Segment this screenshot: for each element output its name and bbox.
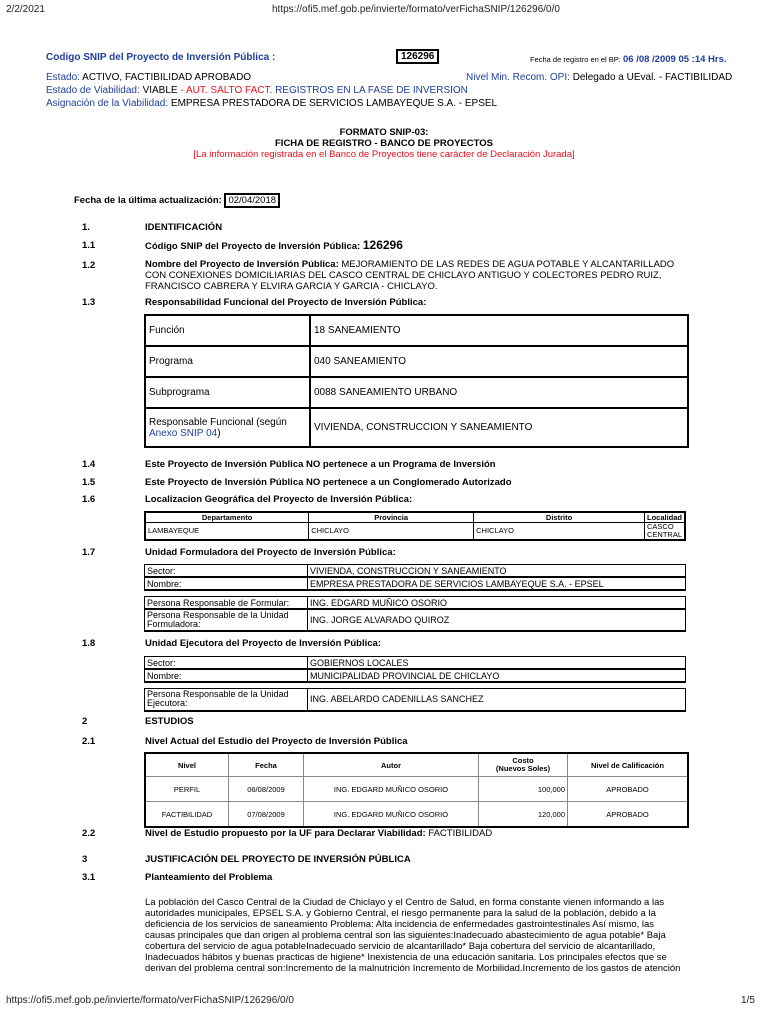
section-2-1-num: 2.1 [82,736,96,747]
funcion-value: 18 SANEAMIENTO [310,315,688,346]
project-name-line3: FRANCISCO CABRERA Y ELVIRA GARCIA Y GARCIA - CHICLAYO. [145,281,438,292]
fecha-cell: 07/08/2009 [229,802,304,828]
section-2-1-label: Nivel Actual del Estudio del Proyecto de Inversión Pública [145,736,408,747]
problema-text [145,897,725,974]
declaration-note: [La información registrada en el Banco de Proyectos tiene carácter de Declaración Jurada] [193,149,575,160]
viabilidad-salto: AUT. SALTO FACT. [185,85,273,96]
provincia-value: CHICLAYO [309,523,474,541]
nivel-value: Delegado a UEval. - FACTIBILIDAD [572,72,733,83]
ue-sector-row [145,657,686,670]
funcion-label: Función [145,315,310,346]
nivel-label: Nivel Min. Recom. OPI: [466,72,570,83]
uf-sector-row [145,565,686,578]
ultima-value: 02/04/2018 [224,193,280,208]
ue-sector-label: Sector: [145,657,308,670]
problema-line: causas principales que dan origen al problema central son las siguientes:Inadecuado abastecimiento de agua potable* Baja [145,930,666,941]
col-departamento: Departamento [145,512,309,523]
print-url-top[interactable]: https://ofi5.mef.gob.pe/invierte/formato/verFichaSNIP/126296/0/0 [272,4,560,15]
uf-nombre-row [145,577,686,590]
section-2-2-num: 2.2 [82,828,96,839]
col-fecha: Fecha [229,753,304,777]
viabilidad-registros: REGISTROS EN LA FASE DE INVERSION [275,85,468,96]
estudios-table [144,752,689,828]
col-provincia: Provincia [309,512,474,523]
subprograma-value: 0088 SANEAMIENTO URBANO [310,377,688,408]
uf-nombre-value: EMPRESA PRESTADORA DE SERVICIOS LAMBAYEQUE S.A. - EPSEL [308,577,686,590]
ue-nombre-row [145,669,686,682]
viabilidad-value: VIABLE [142,85,178,96]
section-1-num: 1. [82,222,90,233]
section-2-2-label: Nivel de Estudio propuesto por la UF para Declarar Viabilidad: [145,828,426,839]
fecha-registro-label: Fecha de registro en el BP: [530,55,621,64]
section-1-7-num: 1.7 [82,547,96,558]
estado-line [46,72,251,83]
programa-value: 040 SANEAMIENTO [310,346,688,377]
section-3-title: JUSTIFICACIÓN DEL PROYECTO DE INVERSIÓN PÚBLICA [145,854,411,865]
page-number: 1/5 [741,995,755,1006]
anexo-snip-link[interactable]: Anexo SNIP 04 [149,427,218,439]
uf-formular-value: ING. EDGARD MUÑICO OSORIO [308,597,686,610]
section-2-2-value: FACTIBILIDAD [428,828,493,839]
uf-sector-value: VIVIENDA, CONSTRUCCION Y SANEAMIENTO [308,565,686,578]
localizacion-row [145,523,685,541]
responsable-label: Responsable Funcional (según [149,416,287,428]
autor-cell: ING. EDGARD MUÑICO OSORIO [304,777,479,802]
section-1-title: IDENTIFICACIÓN [145,222,223,233]
uf-sector-label: Sector: [145,565,308,578]
section-1-1-num: 1.1 [82,240,96,251]
codigo-value-box: 126296 [396,49,439,64]
viabilidad-label: Estado de Viabilidad: [46,85,140,96]
section-1-5-num: 1.5 [82,477,96,488]
problema-line: Inadecuados hábitos y buenas practicas de higiene* Inexistencia de una educación sanitaria. Los principales efectos que se [145,952,667,963]
subprograma-label: Subprograma [145,377,310,408]
col-nivel: Nivel [145,753,229,777]
section-2-title: ESTUDIOS [145,716,194,727]
section-1-7-label: Unidad Formuladora del Proyecto de Inversión Pública: [145,547,396,558]
estado-value: ACTIVO, FACTIBILIDAD APROBADO [82,72,252,83]
localizacion-header-row [145,512,685,523]
uf-unidad-row [145,609,686,631]
responsable-row [145,408,688,447]
programa-row [145,346,688,377]
ue-unidad-row [145,689,686,711]
section-1-4-label: Este Proyecto de Inversión Pública NO pertenece a un Programa de Inversión [145,459,496,470]
distrito-value: CHICLAYO [474,523,645,541]
asignacion-value: EMPRESA PRESTADORA DE SERVICIOS LAMBAYEQUE S.A. - EPSEL [170,98,498,109]
col-autor: Autor [304,753,479,777]
estado-label: Estado: [46,72,80,83]
localidad-value: CASCO CENTRAL [644,523,685,541]
funcion-row [145,315,688,346]
nivel-cell: PERFIL [145,777,229,802]
section-1-3-label: Responsabilidad Funcional del Proyecto de Inversión Pública: [145,297,427,308]
ue-sector-value: GOBIERNOS LOCALES [308,657,686,670]
uf-formular-label: Persona Responsable de Formular: [145,597,308,610]
section-1-6-label: Localizacion Geográfica del Proyecto de Inversión Pública: [145,494,413,505]
col-calificacion: Nivel de Calificación [568,753,689,777]
uf-sector-table [144,564,686,591]
responsable-value: VIVIENDA, CONSTRUCCION Y SANEAMIENTO [310,408,688,447]
form-title: FORMATO SNIP-03: [339,127,429,138]
costo-cell: 120,000 [479,802,568,828]
programa-label: Programa [145,346,310,377]
uf-persona-table [144,596,686,632]
col-distrito: Distrito [474,512,645,523]
project-name-block [145,259,705,292]
section-1-1-label: Código SNIP del Proyecto de Inversión Pública: [145,241,361,252]
print-date: 2/2/2021 [6,4,45,15]
project-name-line2: CON CONEXIONES DOMICILIARIAS DEL CASCO CENTRAL DE CHICLAYO ANTIGUO Y COLECTORES PEDRO RUIZ, [145,270,662,281]
ue-sector-table [144,656,686,683]
uf-nombre-label: Nombre: [145,577,308,590]
fecha-cell: 06/08/2009 [229,777,304,802]
estudios-row [145,777,688,802]
fecha-registro-value: 06 /08 /2009 05 :14 Hrs. [622,54,727,65]
calificacion-cell: APROBADO [568,777,689,802]
nivel-line [466,72,732,83]
problema-line: cobertura del servicio de agua potableInadecuado servicio de alcantarillado* Baja cobertura del servicio de alcantarillado, [145,941,656,952]
ue-nombre-label: Nombre: [145,669,308,682]
problema-line: La población del Casco Central de la Ciudad de Chiclayo y el Centro de Salud, en forma constante vienen informando a las [145,897,665,908]
responsable-label-cell [145,408,310,447]
localizacion-table [144,511,686,541]
ultima-label: Fecha de la última actualización: [74,195,222,206]
section-1-5-label: Este Proyecto de Inversión Pública NO pertenece a un Conglomerado Autorizado [145,477,512,488]
calificacion-cell: APROBADO [568,802,689,828]
asignacion-label: Asignación de la Viabilidad: [46,98,169,109]
section-1-3-num: 1.3 [82,297,96,308]
col-localidad: Localidad [644,512,685,523]
problema-line: deficiencia de los servicios de saneamiento Problema: Alta incidencia de enfermedades gastrointestinales Así mismo, las [145,919,655,930]
responsable-label-close: ) [217,427,221,439]
problema-line: autoridades municipales, EPSEL S.A. y Gobierno Central, el riesgo permanente para la salud de la población, debido a la [145,908,656,919]
ue-unidad-value: ING. ABELARDO CADENILLAS SANCHEZ [308,689,686,711]
uf-unidad-value: ING. JORGE ALVARADO QUIROZ [308,609,686,631]
section-1-8-label: Unidad Ejecutora del Proyecto de Inversión Pública: [145,638,381,649]
uf-formular-row [145,597,686,610]
section-3-1-label: Planteamiento del Problema [145,872,273,883]
ultima-actualizacion [74,195,280,206]
section-3-num: 3 [82,854,88,865]
section-3-1-num: 3.1 [82,872,96,883]
codigo-label: Codigo SNIP del Proyecto de Inversión Pública : [46,52,276,63]
section-1-1-value: 126296 [362,238,403,252]
ue-unidad-label: Persona Responsable de la Unidad Ejecutora: [145,689,308,711]
form-subtitle: FICHA DE REGISTRO - BANCO DE PROYECTOS [275,138,493,149]
section-1-4-num: 1.4 [82,459,96,470]
print-url-bottom[interactable]: https://ofi5.mef.gob.pe/invierte/formato/verFichaSNIP/126296/0/0 [6,995,294,1006]
viabilidad-line [46,85,468,96]
fecha-registro [530,54,727,65]
autor-cell: ING. EDGARD MUÑICO OSORIO [304,802,479,828]
estudios-row [145,802,688,828]
asignacion-line [46,98,497,109]
uf-unidad-label: Persona Responsable de la Unidad Formuladora: [145,609,308,631]
problema-line: derivan del problema central son:Incremento de la malnutrición Incremento de Morbilidad.Incremento de los gastos de atención [145,963,681,974]
costo-cell: 100,000 [479,777,568,802]
nivel-cell: FACTIBILIDAD [145,802,229,828]
section-1-8-num: 1.8 [82,638,96,649]
estudios-header-row [145,753,688,777]
departamento-value: LAMBAYEQUE [145,523,309,541]
section-1-2-label: Nombre del Proyecto de Inversión Pública: [145,259,339,270]
section-1-1 [145,238,403,252]
responsabilidad-table [144,314,689,448]
section-2-2 [145,828,492,839]
section-1-6-num: 1.6 [82,494,96,505]
section-1-2-num: 1.2 [82,260,96,271]
project-name-line1: MEJORAMIENTO DE LAS REDES DE AGUA POTABLE Y ALCANTARILLADO [341,259,675,270]
col-costo: Costo (Nuevos Soles) [479,753,568,777]
section-2-num: 2 [82,716,88,727]
subprograma-row [145,377,688,408]
ue-nombre-value: MUNICIPALIDAD PROVINCIAL DE CHICLAYO [308,669,686,682]
viabilidad-sep: - [180,85,184,96]
ue-persona-table [144,688,686,712]
